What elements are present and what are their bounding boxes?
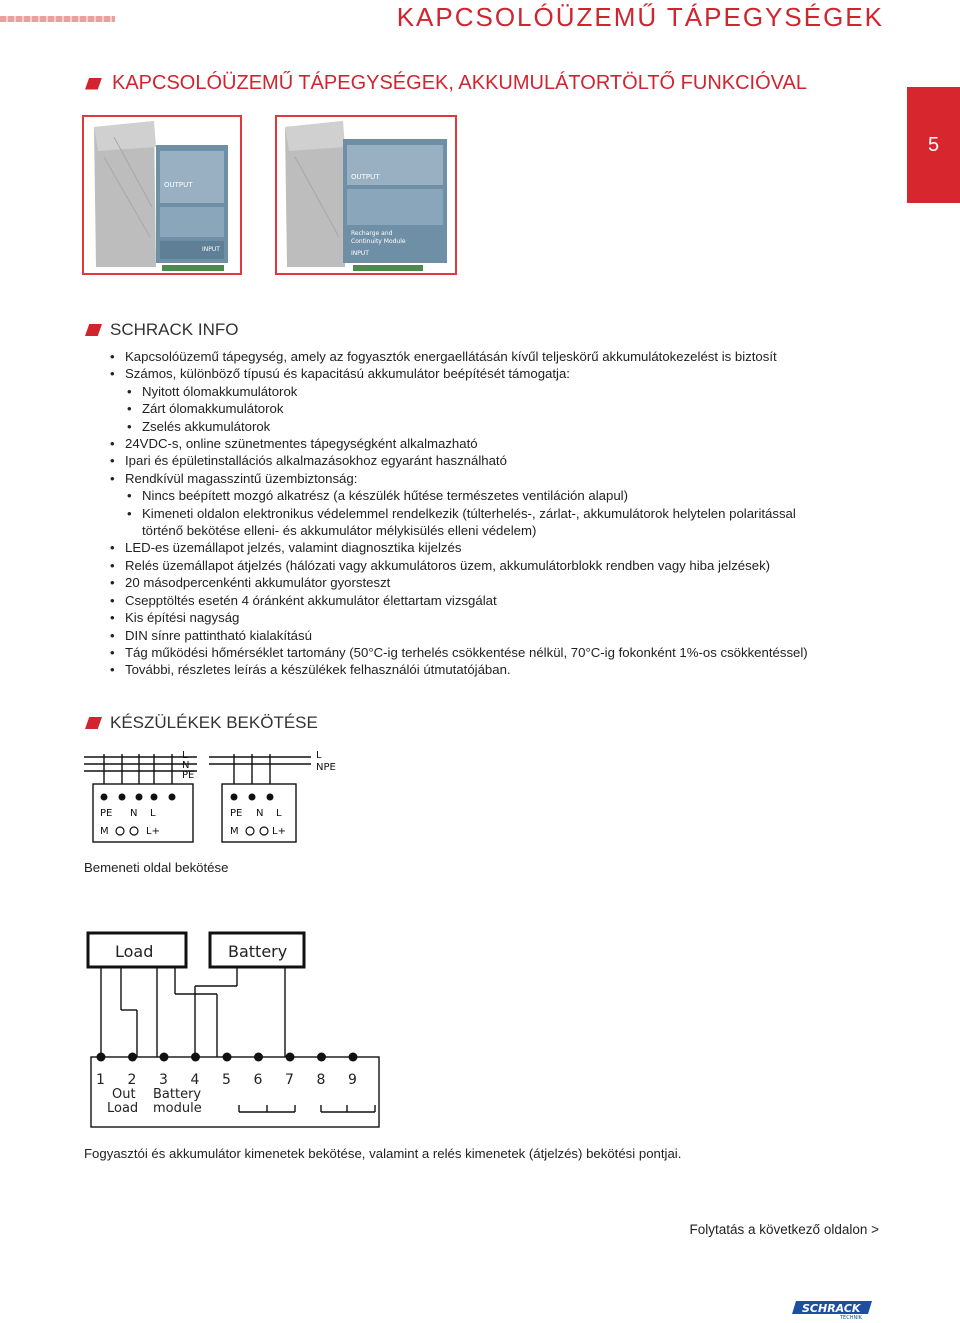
input-right-terminal-lplus: L+: [272, 826, 286, 837]
product-photo-1: [82, 115, 242, 275]
output-terminal-number: 9: [348, 1072, 357, 1088]
wiring-heading: [85, 713, 318, 733]
info-list-item: • Kapcsolóüzemű tápegység, amely az fogyasztók energaellátásán kívűl teljeskörű akkumulátokezelést is biztosít: [110, 348, 910, 365]
output-terminal-number: 5: [222, 1072, 231, 1088]
output-terminal-number: 7: [285, 1072, 294, 1088]
output-terminal-number: 4: [190, 1072, 200, 1088]
input-wiring-diagram: [84, 748, 336, 848]
load-box-label: Load: [115, 942, 154, 961]
page-header-title: KAPCSOLÓÜZEMŰ TÁPEGYSÉGEK: [396, 2, 884, 32]
logo-text: SCHRACK: [802, 1302, 861, 1315]
logo-subtext: TECHNIK: [840, 1315, 862, 1321]
input-left-line-n: N: [182, 760, 190, 771]
photo2-output-label: OUTPUT: [351, 173, 380, 181]
info-list-item: • Ipari és épületinstallációs alkalmazásokhoz egyaránt használható: [110, 452, 910, 469]
output-terminal: [349, 1053, 358, 1062]
out-label: Out: [112, 1087, 136, 1102]
output-terminal: [191, 1053, 200, 1062]
info-list-item: • Csepptöltés esetén 4 óránként akkumulátor élettartam vizsgálat: [110, 592, 910, 609]
info-list-item: • Tág működési hőmérséklet tartomány (50°C-ig terhelés csökkentése nélkül, 70°C-ig fokonként 1%-os csökkentéssel): [110, 644, 910, 661]
info-list-item: • 24VDC-s, online szünetmentes tápegységként alkalmazható: [110, 435, 910, 452]
output-terminal: [223, 1053, 232, 1062]
info-list-item: • Kis építési nagyság: [110, 609, 910, 626]
input-left-terminal-m: M: [100, 826, 109, 837]
info-list-item: • Relés üzemállapot átjelzés (hálózati vagy akkumulátoros üzem, akkumulátorblokk rendben vagy hiba jelzések): [110, 557, 910, 574]
photo1-output-label: OUTPUT: [164, 181, 193, 189]
input-right-terminal-n: N: [256, 808, 264, 819]
info-list-item: • LED-es üzemállapot jelzés, valamint diagnosztika kijelzés: [110, 539, 910, 556]
heading-marker-icon: [85, 324, 102, 336]
heading-marker-icon: [85, 717, 102, 729]
input-left-terminal-lplus: L+: [146, 826, 160, 837]
output-terminal: [128, 1053, 137, 1062]
output-wiring-caption: Fogyasztói és akkumulátor kimenetek bekötése, valamint a relés kimenetek (átjelzés) bekötési pontjai.: [84, 1146, 682, 1161]
heading-marker-icon: [85, 78, 102, 90]
output-terminal-number: 6: [253, 1072, 263, 1088]
page-number-tab: [907, 87, 960, 203]
info-list-item: • Rendkívül magasszintű üzembiztonság:: [110, 470, 910, 487]
info-list-item: • Zárt ólomakkumulátorok: [110, 400, 910, 417]
input-left-line-pe: PE: [182, 770, 195, 781]
info-list-item: • Zselés akkumulátorok: [110, 418, 910, 435]
photo1-input-label: INPUT: [202, 246, 220, 253]
info-list: [110, 348, 910, 679]
info-list-item: • 20 másodpercenkénti akkumulátor gyorsteszt: [110, 574, 910, 591]
battery-label: Battery: [153, 1087, 202, 1102]
input-left-line-l: L: [182, 750, 188, 761]
info-list-item: • Számos, különböző típusú és kapacitású akkumulátor beépítését támogatja:: [110, 365, 910, 382]
wiring-heading-text: KÉSZÜLÉKEK BEKÖTÉSE: [110, 713, 318, 732]
info-list-item: • Nyitott ólomakkumulátorok: [110, 383, 910, 400]
input-left-terminal-l: L: [150, 808, 156, 819]
info-list-item: • Nincs beépített mozgó alkatrész (a készülék hűtése természetes ventiláción alapul): [110, 487, 910, 504]
input-right-line-l: L: [316, 750, 322, 761]
output-terminal-number: 3: [159, 1072, 168, 1088]
product-photo-2: [275, 115, 457, 275]
photo2-module-label-2: Continuity Module: [351, 238, 406, 245]
output-terminal: [286, 1053, 295, 1062]
output-terminal: [317, 1053, 326, 1062]
output-terminal: [97, 1053, 106, 1062]
main-heading: [85, 72, 807, 95]
output-terminal-number: 2: [127, 1072, 137, 1088]
info-list-item: • Kimeneti oldalon elektronikus védelemmel rendelkezik (túlterhelés-, zárlat-, akkumulátorok helytelen polaritással: [110, 505, 910, 522]
input-left-terminal-n: N: [130, 808, 138, 819]
output-terminal-number: 1: [96, 1072, 105, 1088]
load-label: Load: [107, 1101, 139, 1116]
output-terminal-number: 8: [316, 1072, 326, 1088]
input-right-line-npe: NPE: [316, 762, 336, 773]
info-list-item: • DIN sínre pattintható kialakítású: [110, 627, 910, 644]
top-decorative-bar: [0, 16, 115, 22]
photo2-module-label-1: Recharge and: [351, 230, 393, 237]
output-terminal: [254, 1053, 263, 1062]
input-right-terminal-m: M: [230, 826, 239, 837]
output-terminal: [160, 1053, 169, 1062]
input-right-terminal-l: L: [276, 808, 282, 819]
info-list-item: • További, részletes leírás a készülékek felhasználói útmutatójában.: [110, 661, 910, 678]
info-list-item: történő bekötése elleni- és akkumulátor mélykisülés elleni védelem): [142, 523, 537, 539]
info-heading: [85, 320, 238, 340]
continue-link[interactable]: Folytatás a következő oldalon >: [689, 1222, 879, 1237]
schrack-logo: [790, 1300, 872, 1320]
photo2-input-label: INPUT: [351, 250, 369, 257]
battery-box-label: Battery: [228, 942, 288, 961]
input-wiring-caption: Bemeneti oldal bekötése: [84, 860, 229, 875]
input-left-terminal-pe: PE: [100, 808, 113, 819]
input-right-terminal-pe: PE: [230, 808, 243, 819]
page-number: 5: [927, 133, 940, 156]
module-label: module: [153, 1101, 202, 1116]
output-wiring-diagram: [85, 930, 385, 1130]
main-heading-text: KAPCSOLÓÜZEMŰ TÁPEGYSÉGEK, AKKUMULÁTORTÖLTŐ FUNKCIÓVAL: [112, 72, 807, 94]
info-heading-text: SCHRACK INFO: [110, 320, 239, 339]
